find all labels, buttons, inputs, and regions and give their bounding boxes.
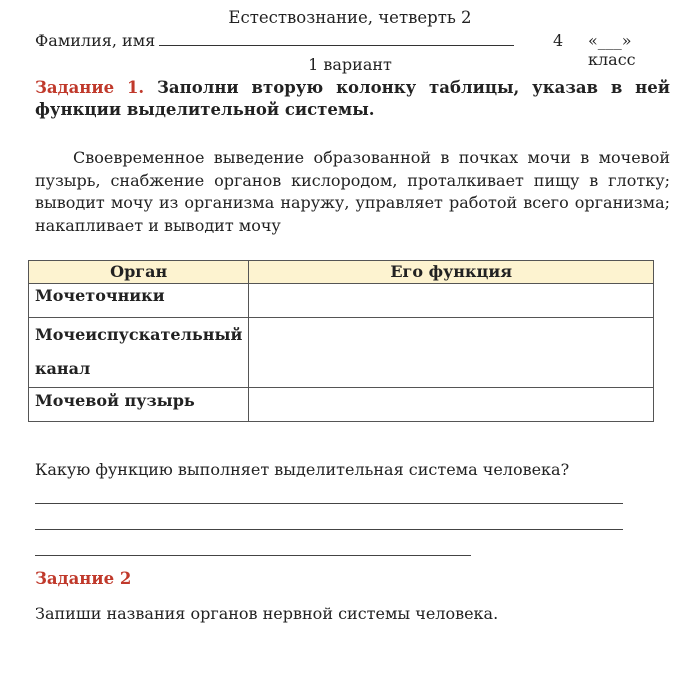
task1-number: Задание 1. — [35, 78, 145, 97]
task1-description — [35, 147, 670, 237]
name-label: Фамилия, имя — [35, 31, 156, 50]
organs-table — [28, 260, 654, 422]
variant-label: 1 вариант — [308, 55, 392, 74]
function-cell[interactable] — [249, 318, 654, 388]
answer-line-2[interactable] — [35, 529, 623, 530]
header-function: Его функция — [249, 261, 654, 284]
question-text: Какую функцию выполняет выделительная система человека? — [35, 460, 570, 479]
table-row — [29, 284, 654, 318]
grade-number: 4 — [553, 31, 564, 50]
answer-line-3[interactable] — [35, 555, 471, 556]
task1-instruction: Заполни вторую колонку таблицы, указав в ней функции выделительной системы. — [35, 78, 670, 119]
table-header-row — [29, 261, 654, 284]
organ-cell — [29, 318, 249, 388]
organ-label: Мочеиспускательный канал — [35, 325, 243, 378]
task1-heading — [35, 77, 670, 121]
subject-title: Естествознание, четверть 2 — [228, 8, 472, 27]
class-field[interactable]: «___» класс — [588, 31, 636, 69]
name-field[interactable] — [159, 31, 514, 46]
organ-cell: Мочеточники — [29, 284, 249, 318]
task2-number: Задание 2 — [35, 569, 132, 588]
function-cell[interactable] — [249, 284, 654, 318]
header-organ: Орган — [29, 261, 249, 284]
description-text: Своевременное выведение образованной в почках мочи в мочевой пузырь, снабжение органов кислородом, проталкивает пищу в глотку; выводит мочу из организма наружу, управляет работой всего организма; накапливает и выводит мочу — [35, 148, 670, 235]
organ-cell: Мочевой пузырь — [29, 388, 249, 422]
task2-text: Запиши названия органов нервной системы человека. — [35, 604, 499, 623]
table-row — [29, 388, 654, 422]
answer-line-1[interactable] — [35, 503, 623, 504]
function-cell[interactable] — [249, 388, 654, 422]
table-row — [29, 318, 654, 388]
